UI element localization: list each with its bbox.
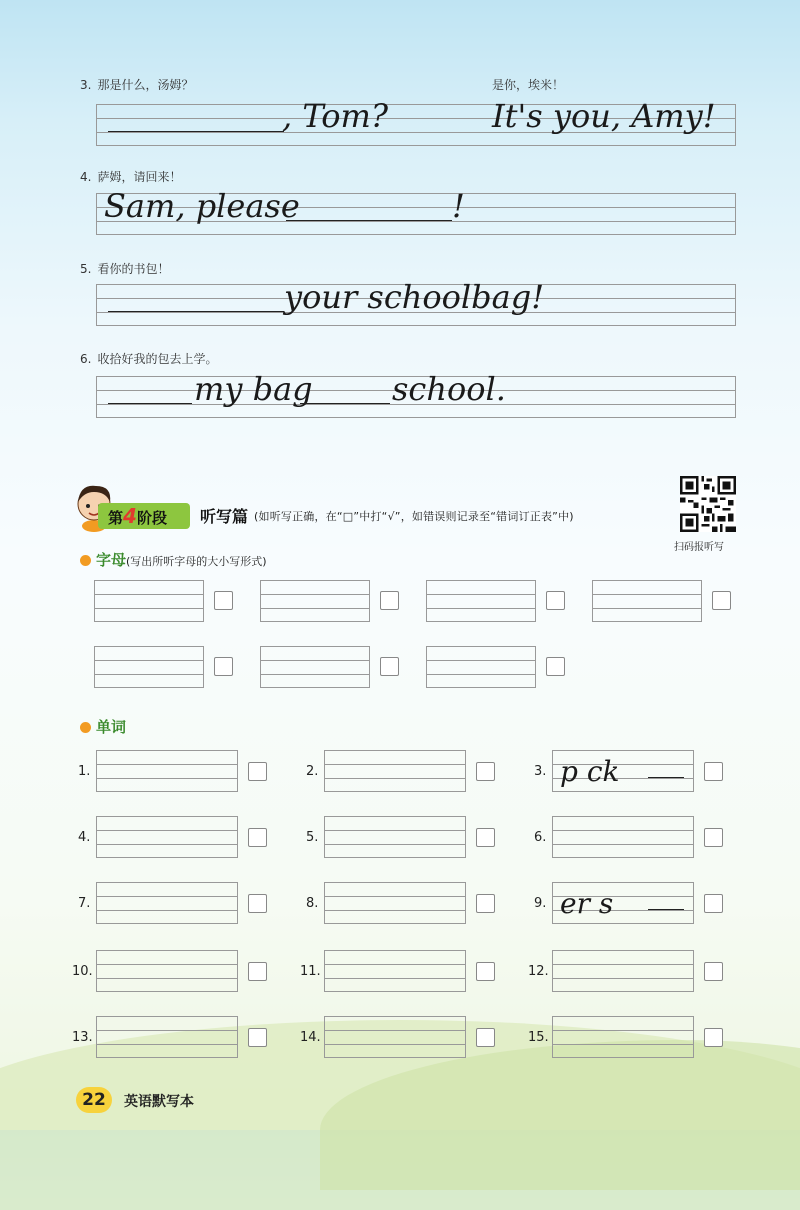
word-1-writing-box[interactable] (96, 750, 238, 792)
word-12-check[interactable] (704, 962, 723, 981)
sentence-3-prompt (80, 76, 193, 93)
sentence-6-part-2: school. (392, 370, 506, 408)
word-8-number: 8. (306, 896, 319, 911)
letters-heading (80, 549, 267, 570)
stage-number: 4 (123, 504, 137, 528)
letter-check-6[interactable] (380, 657, 399, 676)
letter-box-3[interactable] (426, 580, 536, 622)
sentence-6-chinese: 收拾好我的包去上学。 (97, 352, 218, 366)
sentence-4-chinese: 萨姆，请回来！ (97, 170, 182, 184)
sentence-5-prompt (80, 260, 169, 277)
word-7-writing-box[interactable] (96, 882, 238, 924)
word-6-writing-box[interactable] (552, 816, 694, 858)
sentence-5-chinese: 看你的书包！ (97, 262, 170, 276)
word-4-number: 4. (78, 830, 91, 845)
words-heading (80, 716, 126, 737)
section-title: 听写篇 (200, 507, 249, 526)
word-15-number: 15. (528, 1030, 549, 1045)
letters-title: 字母 (96, 551, 127, 569)
word-13-number: 13. (72, 1030, 93, 1045)
word-9-number: 9. (534, 896, 547, 911)
word-9-check[interactable] (704, 894, 723, 913)
word-10-check[interactable] (248, 962, 267, 981)
word-7-number: 7. (78, 896, 91, 911)
sentence-6-prompt (80, 350, 217, 367)
word-12-number: 12. (528, 964, 549, 979)
word-10-writing-box[interactable] (96, 950, 238, 992)
sentence-4-prompt (80, 168, 181, 185)
word-8-writing-box[interactable] (324, 882, 466, 924)
letter-box-4[interactable] (592, 580, 702, 622)
word-8-check[interactable] (476, 894, 495, 913)
book-title: 英语默写本 (124, 1094, 194, 1110)
sentence-6-part-1: my bag (194, 370, 313, 408)
sentence-3-part-1: , Tom? (282, 97, 388, 135)
answer-blank-6a[interactable] (108, 403, 192, 404)
letter-box-5[interactable] (94, 646, 204, 688)
word-11-number: 11. (300, 964, 321, 979)
sentence-4-part-1: Sam, please (104, 187, 300, 225)
letter-box-7[interactable] (426, 646, 536, 688)
word-13-writing-box[interactable] (96, 1016, 238, 1058)
word-6-check[interactable] (704, 828, 723, 847)
answer-blank-5[interactable] (108, 311, 284, 312)
word-13-check[interactable] (248, 1028, 267, 1047)
sentence-4-part-2: ! (452, 187, 465, 225)
word-1-check[interactable] (248, 762, 267, 781)
bullet-dot-icon (80, 722, 91, 733)
word-5-writing-box[interactable] (324, 816, 466, 858)
words-title: 单词 (96, 718, 127, 736)
sentence-3-chinese: 那是什么，汤姆？ (97, 78, 194, 92)
sentence-3-prompt-2: 是你，埃米！ (492, 78, 565, 92)
sentence-3-part-2: It's you, Amy! (492, 97, 716, 135)
word-11-writing-box[interactable] (324, 950, 466, 992)
word-12-writing-box[interactable] (552, 950, 694, 992)
word-6-number: 6. (534, 830, 547, 845)
qr-label: 扫码报听写 (674, 542, 724, 553)
sentence-5-part-1: your schoolbag! (284, 278, 545, 316)
page-number: 22 (76, 1087, 112, 1113)
word-9-hint: er s (560, 887, 614, 920)
letter-check-5[interactable] (214, 657, 233, 676)
word-4-check[interactable] (248, 828, 267, 847)
section-instructions: (如听写正确，在“□”中打“√”，如错误则记录至“错词订正表”中) (254, 510, 574, 523)
letter-check-7[interactable] (546, 657, 565, 676)
letter-box-1[interactable] (94, 580, 204, 622)
word-14-writing-box[interactable] (324, 1016, 466, 1058)
word-2-writing-box[interactable] (324, 750, 466, 792)
word-14-number: 14. (300, 1030, 321, 1045)
answer-blank-3[interactable] (108, 131, 284, 132)
sentence-5-number: 5. (80, 262, 92, 276)
letter-box-6[interactable] (260, 646, 370, 688)
word-4-writing-box[interactable] (96, 816, 238, 858)
letter-check-2[interactable] (380, 591, 399, 610)
word-1-number: 1. (78, 764, 91, 779)
answer-blank-4[interactable] (286, 220, 452, 221)
word-15-writing-box[interactable] (552, 1016, 694, 1058)
word-11-check[interactable] (476, 962, 495, 981)
word-3-number: 3. (534, 764, 547, 779)
word-7-check[interactable] (248, 894, 267, 913)
stage-suffix: 阶段 (136, 509, 167, 527)
stage-badge (98, 503, 190, 529)
word-3-check[interactable] (704, 762, 723, 781)
sentence-6-number: 6. (80, 352, 92, 366)
word-15-check[interactable] (704, 1028, 723, 1047)
sentence-4-number: 4. (80, 170, 92, 184)
letters-note: (写出所听字母的大小写形式) (126, 555, 267, 568)
word-5-check[interactable] (476, 828, 495, 847)
word-2-check[interactable] (476, 762, 495, 781)
word-10-number: 10. (72, 964, 93, 979)
letter-check-3[interactable] (546, 591, 565, 610)
sentence-3-number: 3. (80, 78, 92, 92)
word-14-check[interactable] (476, 1028, 495, 1047)
letter-check-4[interactable] (712, 591, 731, 610)
bullet-dot-icon (80, 555, 91, 566)
letter-box-2[interactable] (260, 580, 370, 622)
word-3-trailing-blank[interactable] (648, 777, 684, 778)
word-9-trailing-blank[interactable] (648, 909, 684, 910)
word-2-number: 2. (306, 764, 319, 779)
answer-blank-6b[interactable] (300, 403, 390, 404)
word-5-number: 5. (306, 830, 319, 845)
word-3-hint: p ck (560, 755, 620, 788)
stage-prefix: 第 (108, 509, 124, 527)
qr-code-icon[interactable] (680, 476, 736, 532)
letter-check-1[interactable] (214, 591, 233, 610)
